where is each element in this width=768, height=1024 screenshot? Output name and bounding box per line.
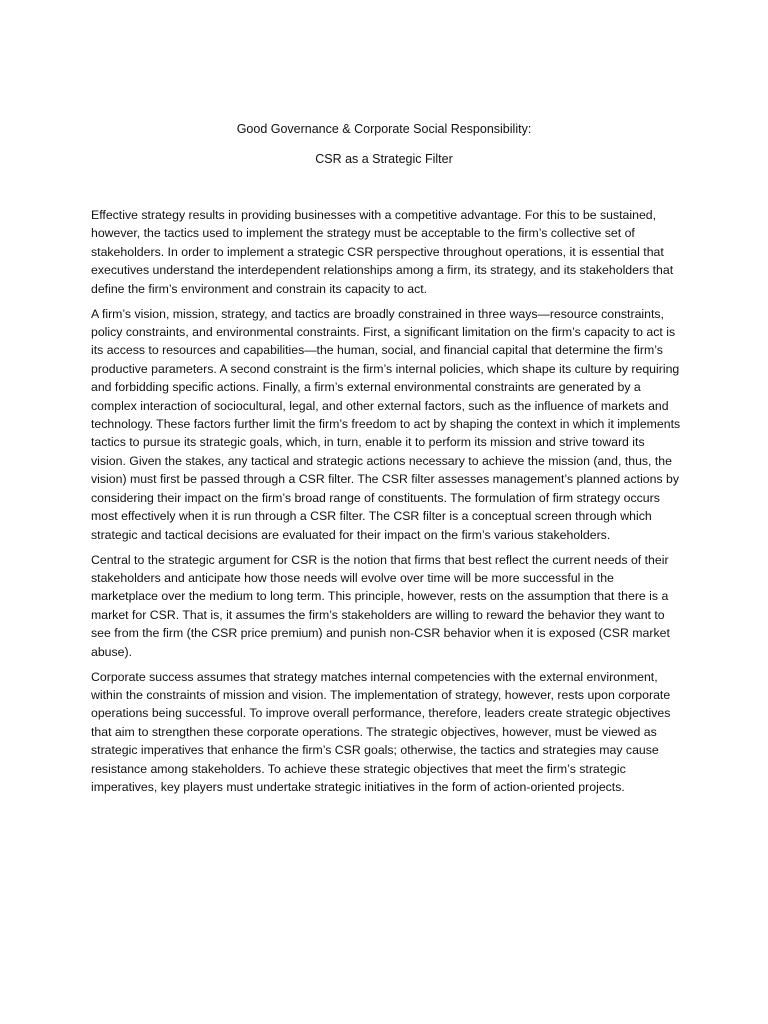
paragraph-3: Central to the strategic argument for CSR is the notion that firms that best reflect the current needs of their stakeholders and anticipate how those needs will evolve over time will be more successful in the marketplace over the medium to long term. This principle, however, rests on the assumption that there is a market for CSR. That is, it assumes the firm’s stakeholders are willing to reward the behavior they want to see from the firm (the CSR price premium) and punish non-CSR behavior when it is exposed (CSR market abuse). (91, 552, 670, 659)
paragraph-4: Corporate success assumes that strategy matches internal competencies with the external environment, within the constraints of mission and vision. The implementation of strategy, however, rests upon corporate operations being successful. To improve overall performance, therefore, leaders create strategic objectives that aim to strengthen these corporate operations. The strategic objectives, however, must be viewed as strategic imperatives that enhance the firm’s CSR goals; otherwise, the tactics and strategies may cause resistance among stakeholders. To achieve these strategic objectives that meet the firm’s strategic imperatives, key players must undertake strategic initiatives in the form of action-oriented projects. (91, 669, 671, 794)
document-title: Good Governance & Corporate Social Responsibility: (236, 122, 532, 136)
paragraph-2: A firm’s vision, mission, strategy, and tactics are broadly constrained in three ways—resource constraints, policy constraints, and environmental constraints. First, a significant limitation on the firm’s capacity to act is its access to resources and capabilities—the human, social, and financial capital that determine the firm’s productive parameters. A second constraint is the firm’s internal policies, which shape its culture by requiring and forbidding specific actions. Finally, a firm’s external environmental constraints are generated by a complex interaction of sociocultural, legal, and other external factors, such as the influence of markets and technology. These factors further limit the firm’s freedom to act by shaping the context in which it implements tactics to pursue its strategic goals, which, in turn, enable it to perform its mission and strive toward its vision. Given the stakes, any tactical and strategic actions necessary to achieve the mission (and, thus, the vision) must first be passed through a CSR filter. The CSR filter assesses management’s planned actions by considering their impact on the firm’s broad range of constituents. The formulation of firm strategy occurs most effectively when it is run through a CSR filter. The CSR filter is a conceptual screen through which strategic and tactical decisions are evaluated for their impact on the firm’s various stakeholders. (91, 306, 681, 542)
document-subtitle: CSR as a Strategic Filter (315, 152, 453, 166)
paragraph-1: Effective strategy results in providing businesses with a competitive advantage. For this to be sustained, however, the tactics used to implement the strategy must be acceptable to the firm’s collective set of stakeholders. In order to implement a strategic CSR perspective throughout operations, it is essential that executives understand the interdependent relationships among a firm, its strategy, and its stakeholders that define the firm’s environment and constrain its capacity to act. (91, 208, 674, 296)
document-body (91, 206, 681, 803)
